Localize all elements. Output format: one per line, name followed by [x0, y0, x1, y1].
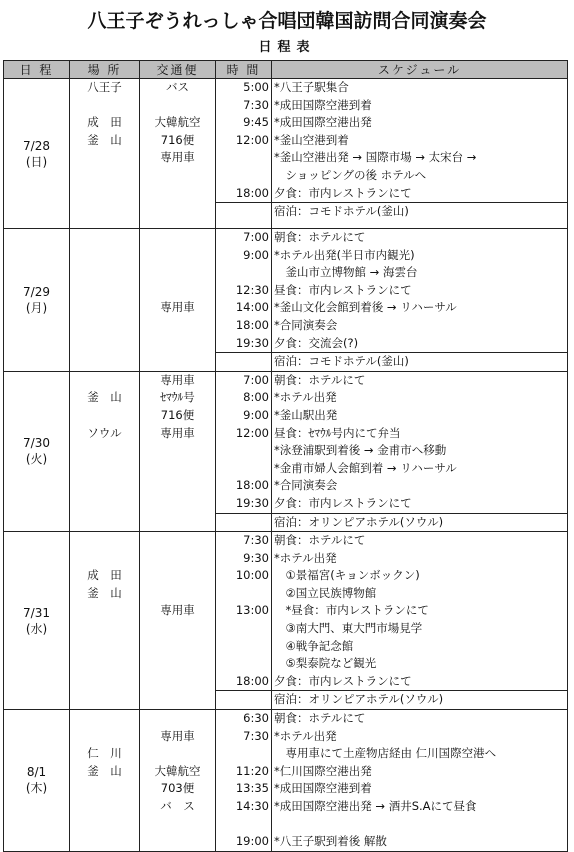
time-line: 12:00	[235, 425, 269, 440]
transport-line	[140, 282, 215, 300]
place-line	[70, 673, 139, 691]
transport-line	[140, 477, 215, 495]
place-cell	[70, 532, 140, 710]
place-line	[70, 532, 139, 550]
place-cell	[70, 79, 140, 229]
place-line	[70, 335, 139, 353]
time-line	[216, 460, 271, 478]
date-label: 7/28	[23, 138, 50, 153]
place-line	[70, 638, 139, 656]
schedule-line: *八王子駅到着後 解散	[274, 834, 387, 849]
weekday-label: (月)	[25, 300, 48, 315]
schedule-line: *仁川国際空港出発	[274, 763, 372, 778]
time-line	[216, 638, 271, 656]
place-line	[70, 167, 139, 185]
transport-line: 大韓航空	[154, 115, 201, 130]
schedule-cell	[272, 371, 568, 531]
schedule-line: *金甫市婦人会館到着 → リハーサル	[274, 460, 457, 475]
date-label: 7/31	[23, 605, 50, 620]
schedule-line: *ホテル出発	[274, 390, 337, 405]
transport-line	[140, 97, 215, 115]
header-date: 日 程	[4, 61, 70, 79]
place-line	[70, 299, 139, 317]
transport-line	[140, 745, 215, 763]
place-line	[70, 247, 139, 265]
weekday-label: (木)	[25, 781, 48, 796]
date-cell	[4, 710, 70, 852]
place-line: 釜 山	[87, 390, 122, 405]
schedule-line: *釜山空港到着	[274, 132, 349, 147]
date-cell	[4, 532, 70, 710]
header-time: 時 間	[216, 61, 272, 79]
time-line: 19:00	[235, 834, 269, 849]
place-line	[70, 550, 139, 568]
schedule-line: 宿泊：コモドホテル(釜山)	[272, 352, 567, 371]
schedule-line	[272, 816, 567, 834]
time-line: 5:00	[243, 80, 269, 94]
date-cell	[4, 371, 70, 531]
transport-line: 専用車	[160, 425, 195, 440]
transport-cell	[140, 79, 216, 229]
place-line: 釜 山	[87, 763, 122, 778]
place-line: 釜 山	[87, 132, 122, 147]
place-line	[70, 149, 139, 167]
time-line	[216, 690, 271, 709]
transport-line	[140, 335, 215, 353]
schedule-line: *釜山駅出発	[274, 407, 338, 422]
transport-line	[140, 816, 215, 834]
time-line	[216, 816, 271, 834]
table-header-row	[4, 61, 568, 79]
place-line: 成 田	[87, 115, 122, 130]
place-line	[70, 97, 139, 115]
schedule-line: 宿泊：オリンピアホテル(ソウル)	[272, 513, 567, 532]
place-line	[70, 442, 139, 460]
transport-line: 716便	[160, 407, 195, 422]
time-line: 18:00	[235, 673, 269, 688]
time-line	[216, 745, 271, 763]
time-line	[216, 264, 271, 282]
transport-line	[140, 673, 215, 691]
transport-line	[140, 638, 215, 656]
transport-cell	[140, 532, 216, 710]
place-line	[70, 513, 139, 531]
schedule-line: 朝食：ホテルにて	[274, 230, 366, 244]
schedule-line: *ホテル出発	[274, 550, 337, 565]
schedule-cell	[272, 532, 568, 710]
transport-line: 専用車	[160, 372, 195, 387]
schedule-cell	[272, 79, 568, 229]
transport-line	[140, 585, 215, 603]
transport-line	[140, 532, 215, 550]
time-line	[216, 167, 271, 185]
place-cell	[70, 710, 140, 852]
schedule-line: 釜山市立博物館 → 海雲台	[274, 265, 418, 280]
place-cell	[70, 371, 140, 531]
schedule-line: *合同演奏会	[274, 317, 338, 332]
place-line	[70, 620, 139, 638]
day-row	[4, 229, 568, 372]
weekday-label: (火)	[25, 452, 48, 467]
time-line	[216, 620, 271, 638]
place-line	[70, 477, 139, 495]
transport-line	[140, 317, 215, 335]
place-line	[70, 710, 139, 728]
header-place: 場 所	[70, 61, 140, 79]
place-line	[70, 460, 139, 478]
day-row	[4, 371, 568, 531]
date-label: 7/29	[23, 284, 50, 299]
document-subtitle: 日程表	[258, 40, 316, 55]
time-line	[216, 352, 271, 371]
place-line: 釜 山	[87, 585, 122, 600]
transport-line: 専用車	[160, 603, 195, 618]
transport-line	[140, 690, 215, 708]
schedule-line: *ホテル出発	[274, 728, 337, 743]
schedule-line: 宿泊：オリンピアホテル(ソウル)	[272, 690, 567, 709]
place-line	[70, 282, 139, 300]
place-line	[70, 202, 139, 220]
place-cell	[70, 229, 140, 372]
time-line: 11:20	[235, 763, 269, 778]
place-line	[70, 185, 139, 203]
place-line	[70, 833, 139, 851]
schedule-cell	[272, 710, 568, 852]
header-schedule: スケジュール	[272, 61, 568, 79]
transport-line: 専用車	[160, 150, 195, 165]
transport-line	[140, 833, 215, 851]
transport-line: ｾﾏｳﾙ号	[160, 390, 195, 405]
transport-line: 716便	[160, 132, 195, 147]
schedule-line: *成田国際空港到着	[274, 781, 372, 796]
time-line: 14:30	[235, 799, 269, 813]
transport-line	[140, 229, 215, 247]
schedule-line: *泳登浦駅到着後 → 金甫市へ移動	[274, 443, 447, 458]
time-line: 7:30	[243, 728, 269, 743]
schedule-line: 夕食：交流会(?)	[274, 335, 359, 350]
date-cell	[4, 229, 70, 372]
schedule-line: ⑤梨泰院など観光	[274, 656, 377, 671]
transport-line	[140, 264, 215, 282]
transport-cell	[140, 229, 216, 372]
transport-line: バス	[166, 80, 189, 94]
day-row	[4, 79, 568, 229]
place-line	[70, 602, 139, 620]
time-line: 13:35	[235, 781, 269, 796]
time-cell	[216, 710, 272, 852]
transport-line	[140, 247, 215, 265]
transport-line: 大韓航空	[154, 763, 201, 778]
schedule-line: ②国立民族博物館	[274, 585, 377, 600]
day-row	[4, 710, 568, 852]
transport-line	[140, 567, 215, 585]
schedule-line: *成田国際空港出発 → 酒井S.Aにて昼食	[274, 799, 477, 813]
day-row	[4, 532, 568, 710]
schedule-line: 夕食：市内レストランにて	[274, 185, 412, 200]
transport-cell	[140, 710, 216, 852]
transport-line	[140, 167, 215, 185]
header-transport: 交通便	[140, 61, 216, 79]
schedule-line: *釜山空港出発 → 国際市場 → 太宋台 →	[274, 150, 477, 165]
time-line: 9:30	[243, 550, 269, 565]
transport-line	[140, 460, 215, 478]
transport-line	[140, 185, 215, 203]
place-line: 成 田	[87, 568, 122, 583]
place-line	[70, 229, 139, 247]
transport-line	[140, 620, 215, 638]
time-line: 9:45	[243, 115, 269, 130]
weekday-label: (日)	[25, 154, 48, 169]
place-line	[70, 798, 139, 816]
schedule-line: 夕食：市内レストランにて	[274, 495, 412, 510]
weekday-label: (水)	[25, 621, 48, 636]
time-cell	[216, 371, 272, 531]
time-line: 14:00	[235, 300, 269, 315]
time-line: 7:30	[243, 533, 269, 548]
time-line: 8:00	[243, 390, 269, 405]
schedule-body	[4, 79, 568, 852]
time-line: 6:30	[243, 711, 269, 726]
transport-line	[140, 202, 215, 220]
place-line: ソウル	[87, 425, 122, 440]
transport-line	[140, 495, 215, 513]
schedule-line: ①景福宮(キョンボックン)	[274, 568, 420, 583]
schedule-line: *釜山文化会館到着後 → リハーサル	[274, 300, 457, 315]
schedule-line: 宿泊：コモドホテル(釜山)	[272, 202, 567, 221]
place-line	[70, 780, 139, 798]
schedule-line: 朝食：ホテルにて	[274, 711, 366, 726]
transport-line	[140, 513, 215, 531]
place-line	[70, 372, 139, 390]
transport-line: 専用車	[160, 300, 195, 315]
time-line: 18:00	[235, 185, 269, 200]
schedule-line: *成田国際空港出発	[274, 115, 372, 130]
schedule-line: ショッピングの後 ホテルへ	[274, 167, 427, 182]
schedule-line: 昼食：ｾﾏｳﾙ号内にて弁当	[274, 425, 401, 440]
transport-line: 703便	[160, 781, 195, 796]
time-line	[216, 585, 271, 603]
time-line: 13:00	[235, 603, 269, 618]
schedule-line: *昼食：市内レストランにて	[274, 603, 429, 618]
place-line	[70, 690, 139, 708]
schedule-line: 専用車にて土産物店経由 仁川国際空港へ	[274, 746, 497, 761]
date-label: 7/30	[23, 436, 50, 451]
place-line	[70, 655, 139, 673]
schedule-table	[3, 60, 568, 852]
time-line	[216, 202, 271, 221]
document-title: 八王子ぞうれっしゃ合唱団韓国訪問合同演奏会	[87, 10, 487, 32]
time-cell	[216, 532, 272, 710]
transport-line	[140, 352, 215, 370]
place-line: 仁 川	[87, 746, 122, 761]
time-line: 12:30	[235, 282, 269, 297]
place-line: 八王子	[87, 80, 122, 94]
schedule-line: 朝食：ホテルにて	[274, 533, 366, 548]
time-line	[216, 442, 271, 460]
schedule-cell	[272, 229, 568, 372]
time-cell	[216, 229, 272, 372]
place-line	[70, 816, 139, 834]
schedule-line: *八王子駅集合	[274, 80, 349, 94]
transport-line: 専用車	[160, 728, 195, 743]
time-cell	[216, 79, 272, 229]
schedule-line: ③南大門、東大門市場見学	[274, 621, 423, 636]
time-line	[216, 655, 271, 673]
place-line	[70, 495, 139, 513]
schedule-line: *合同演奏会	[274, 478, 338, 493]
time-line: 7:00	[243, 372, 269, 387]
place-line	[70, 407, 139, 425]
time-line: 19:30	[235, 335, 269, 350]
date-cell	[4, 79, 70, 229]
schedule-line: 朝食：ホテルにて	[274, 372, 366, 387]
time-line: 10:00	[235, 568, 269, 583]
date-label: 8/1	[26, 765, 47, 780]
time-line: 9:00	[243, 247, 269, 262]
place-line	[70, 352, 139, 370]
time-line: 18:00	[235, 317, 269, 332]
transport-line	[140, 655, 215, 673]
time-line	[216, 149, 271, 167]
place-line	[70, 264, 139, 282]
place-line	[70, 728, 139, 746]
time-line: 9:00	[243, 407, 269, 422]
time-line: 7:30	[243, 97, 269, 112]
schedule-line: 昼食：市内レストランにて	[274, 282, 412, 297]
schedule-line: ④戦争記念館	[274, 638, 354, 653]
schedule-line: *ホテル出発(半日市内観光)	[274, 247, 415, 262]
transport-line	[140, 550, 215, 568]
time-line: 18:00	[235, 478, 269, 493]
place-line	[70, 317, 139, 335]
schedule-line: 夕食：市内レストランにて	[274, 673, 412, 688]
time-line	[216, 513, 271, 532]
transport-line	[140, 442, 215, 460]
transport-cell	[140, 371, 216, 531]
schedule-line: *成田国際空港到着	[274, 97, 372, 112]
time-line: 7:00	[243, 230, 269, 244]
transport-line	[140, 710, 215, 728]
time-line: 12:00	[235, 132, 269, 147]
transport-line: バ ス	[160, 799, 195, 813]
time-line: 19:30	[235, 495, 269, 510]
